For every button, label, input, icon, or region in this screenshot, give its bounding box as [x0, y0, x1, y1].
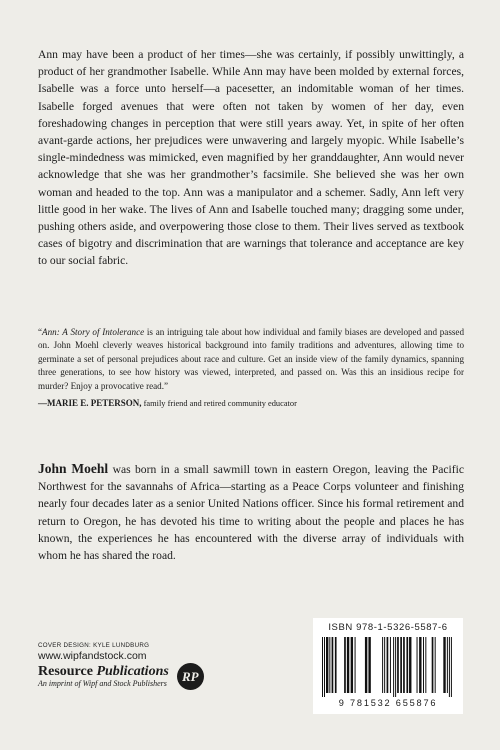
isbn-barcode	[313, 618, 463, 714]
open-quote: “	[38, 327, 43, 337]
publisher-footer	[38, 641, 238, 690]
review-quote	[38, 326, 464, 393]
author-bio	[38, 460, 464, 564]
author-bio-text: was born in a small sawmill town in eastern Oregon, leaving the Pacific Northwest for the savannahs of Africa—starting as a Peace Corps volunteer and finishing nearly four decades later as a senior United Nations officer. Since his formal retirement and return to Oregon, he has devoted his time to writing about the people and places he has known, the experiences he has encountered with the diverse array of individuals with whom he has shared the road.	[38, 463, 464, 563]
reviewer-name: —MARIE E. PETERSON,	[38, 398, 142, 408]
publisher-row	[38, 663, 238, 690]
isbn-label: ISBN 978-1-5326-5587-6	[328, 622, 448, 633]
imprint-line: An imprint of Wipf and Stock Publishers	[38, 679, 167, 688]
publisher-name: Resource Publications	[38, 664, 169, 679]
author-name: John Moehl	[38, 461, 109, 476]
reviewer-role: family friend and retired community educator	[141, 399, 297, 408]
review-text: is an intriguing tale about how individual and family biases are developed and passed on. John Moehl cleverly weaves historical background into family traditions and adventures, allowing time to germinate a set of personal prejudices about race and culture. Get an inside view of the family dynamics, spanning three generations, to see how history was viewed, interpreted, and passed on. Was this an insidious recipe for murder? Enjoy a provocative read.”	[38, 327, 465, 391]
barcode-digits: 9 781532 655876	[338, 698, 438, 708]
back-cover-blurb: Ann may have been a product of her times—she was certainly, if possibly unwittingly, a product of her grandmother Isabelle. While Ann may have been molded by external forces, Isabelle was a force unto herself—a pacesetter, an indomitable woman of her times. Isabelle forged avenues that were often not taken by women of her day, even foreshadowing changes in perception that were still years away. Yet, in spite of her often avant-garde actions, her prejudices were unwavering and largely myopic. While Isabelle’s single-mindedness was mimicked, even magnified by her granddaughter, Ann would never acknowledge that she was her grandmother’s facsimile. She believed she was her own woman and headed to the top. Ann was a manipulator and a schemer. Sadly, Ann left very little good in her wake. The lives of Ann and Isabelle touched many; dragging some under, pushing others aside, and overpowering those close to them. Their lives served as textbook cases of bigotry and discrimination that are warnings that tolerance and acceptance are key to our social fabric.	[38, 48, 464, 268]
barcode-icon	[320, 637, 456, 697]
review-attribution	[38, 397, 464, 410]
publisher-text	[38, 664, 169, 689]
cover-design-credit: COVER DESIGN: KYLE LUNDBURG	[38, 642, 150, 649]
book-title: Ann: A Story of Intolerance	[42, 327, 145, 337]
publisher-website: www.wipfandstock.com	[38, 650, 147, 662]
publisher-logo-icon: RP	[177, 663, 204, 690]
